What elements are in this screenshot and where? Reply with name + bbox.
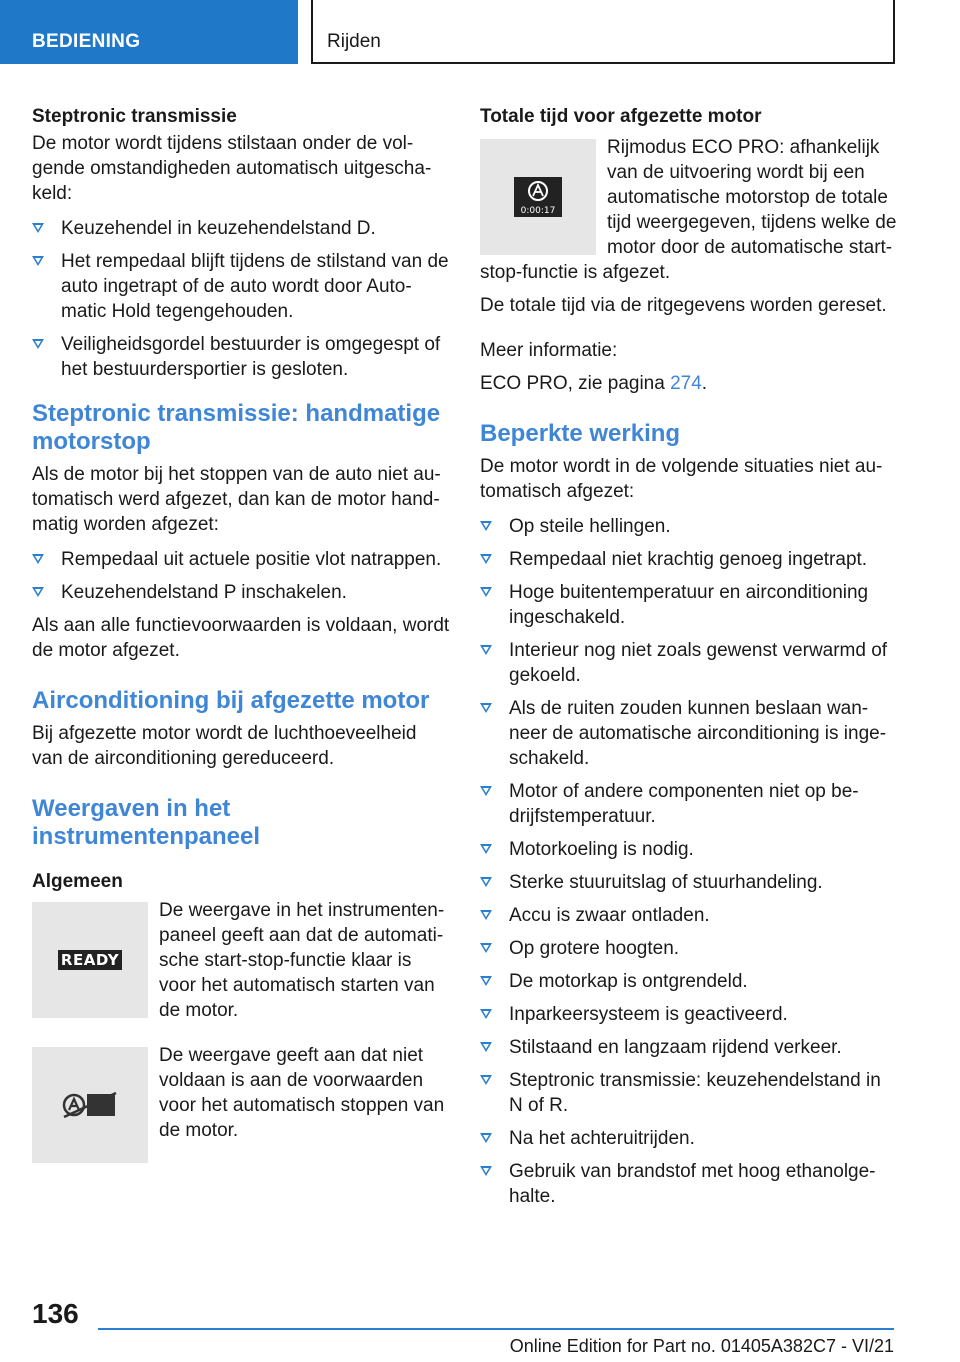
aircon-text: Bij afgezette motor wordt de luchthoeveelheid van de airconditioning gereduceerd. [32,723,417,769]
list-item-text: Accu is zwaar ontladen. [509,905,710,926]
timer-display-image [480,139,596,255]
list-item-text: Keuzehendelstand P inschakelen. [61,582,347,603]
start-stop-off-image [32,1047,148,1163]
list-item [480,969,898,994]
list-item-text: Sterke stuuruitslag of stuurhandeling. [509,872,823,893]
triangle-bullet-icon [480,910,492,920]
list-item [480,936,898,961]
ready-icon: READY [58,950,122,970]
triangle-bullet-icon [32,256,44,266]
start-stop-off-icon [62,1091,118,1119]
list-item [480,903,898,928]
list-item [32,216,450,241]
list-item-text: Hoge buitentemperatuur en airconditioning ingeschakeld. [509,582,869,628]
list-item [480,1126,898,1151]
triangle-bullet-icon [480,1166,492,1176]
footer-divider [98,1328,894,1330]
chapter-tab [311,0,895,64]
list-item [480,1002,898,1027]
section-label: BEDIENING [32,31,141,52]
section-tab [0,0,298,64]
list-item [32,332,450,382]
list-item [480,547,898,572]
triangle-bullet-icon [480,1009,492,1019]
list-item [480,870,898,895]
list-item-text: Rempedaal niet krachtig genoeg ingetrapt. [509,549,868,570]
list-item-text: Als de ruiten zouden kunnen beslaan wan-neer de automatische airconditioning is inge-schakeld. [509,698,887,769]
chapter-label: Rijden [327,31,381,52]
eco-pro-reference [480,371,898,396]
steptronic-intro: De motor wordt tijdens stilstaan onder de vol-gende omstandigheden automatisch uitgescha-keld: [32,133,432,204]
triangle-bullet-icon [480,554,492,564]
triangle-bullet-icon [32,554,44,564]
total-time-description: Rijmodus ECO PRO: afhankelijk van de uitvoering wordt bij een automatische motorstop de totale tijd weergegeven, tijdens welke de motor door de automatische start-stop-functie is afgezet. [480,137,897,283]
list-item-text: Na het achteruitrijden. [509,1128,695,1149]
reset-description: De totale tijd via de ritgegevens worden gereset. [480,295,887,316]
list-item-text: Op grotere hoogten. [509,938,680,959]
timer-value: 0:00:17 [520,206,556,216]
list-item [32,547,450,572]
list-item [480,1159,898,1209]
aircon-title: Airconditioning bij afgezette motor [32,687,430,714]
manual-stop-intro: Als de motor bij het stoppen van de auto niet au-tomatisch werd afgezet, dan kan de motor hand-matig worden afgezet: [32,464,441,535]
list-item-text: Inparkeersysteem is geactiveerd. [509,1004,788,1025]
list-item-text: Motor of andere componenten niet op be-drijfstemperatuur. [509,781,859,827]
auto-stop-timer-icon [514,177,562,217]
limited-operation-title: Beperkte werking [480,420,681,447]
eco-pro-ref-suffix: . [701,373,708,394]
list-item-text: Keuzehendel in keuzehendelstand D. [61,218,376,239]
triangle-bullet-icon [480,1042,492,1052]
triangle-bullet-icon [480,521,492,531]
list-item [480,514,898,539]
notready-description: De weergave geeft aan dat niet voldaan is aan de voorwaarden voor het automatisch stoppen van de motor. [159,1045,445,1141]
list-item-text: Het rempedaal blijft tijdens de stilstand van de auto ingetrapt of de auto wordt door Auto-matic Hold tegengehouden. [61,251,449,322]
list-item [480,1035,898,1060]
triangle-bullet-icon [480,587,492,597]
triangle-bullet-icon [32,339,44,349]
right-column [480,104,898,1217]
list-item-text: Gebruik van brandstof met hoog ethanolge-halte. [509,1161,876,1207]
list-item-text: Op steile hellingen. [509,516,671,537]
list-item [480,696,898,771]
triangle-bullet-icon [480,703,492,713]
total-time-subhead: Totale tijd voor afgezette motor [480,106,762,127]
list-item [32,580,450,605]
general-subhead: Algemeen [32,871,123,892]
display-title: Weergaven in het instrumentenpaneel [32,795,261,850]
triangle-bullet-icon [32,587,44,597]
steptronic-subhead: Steptronic transmissie [32,106,237,127]
triangle-bullet-icon [32,223,44,233]
page-274-link[interactable]: 274 [670,373,702,394]
page-number: 136 [32,1298,79,1329]
edition-footer: Online Edition for Part no. 01405A382C7 - VI/21 [509,1336,894,1356]
triangle-bullet-icon [480,1133,492,1143]
triangle-bullet-icon [480,877,492,887]
eco-pro-ref-text: ECO PRO, zie pagina [480,373,671,394]
more-info-label: Meer informatie: [480,340,618,361]
list-item [32,249,450,324]
limited-operation-intro: De motor wordt in de volgende situaties niet au-tomatisch afgezet: [480,456,883,502]
triangle-bullet-icon [480,943,492,953]
triangle-bullet-icon [480,786,492,796]
list-item-text: De motorkap is ontgrendeld. [509,971,748,992]
list-item-text: Rempedaal uit actuele positie vlot natrappen. [61,549,442,570]
list-item-text: Interieur nog niet zoals gewenst verwarmd of gekoeld. [509,640,888,686]
ready-indicator-image [32,902,148,1018]
limited-operation-list [480,514,898,1209]
notready-figure-row [32,1043,450,1163]
manual-stop-list [32,547,450,605]
list-item-text: Stilstaand en langzaam rijdend verkeer. [509,1037,842,1058]
list-item [480,779,898,829]
steptronic-conditions-list [32,216,450,382]
manual-stop-outro: Als aan alle functievoorwaarden is voldaan, wordt de motor afgezet. [32,615,450,661]
left-column [32,104,450,1173]
list-item [480,1068,898,1118]
triangle-bullet-icon [480,1075,492,1085]
triangle-bullet-icon [480,645,492,655]
triangle-bullet-icon [480,844,492,854]
list-item-text: Motorkoeling is nodig. [509,839,694,860]
triangle-bullet-icon [480,976,492,986]
manual-stop-title: Steptronic transmissie: handmatige motorstop [32,400,441,455]
list-item-text: Veiligheidsgordel bestuurder is omgegespt of het bestuurdersportier is gesloten. [61,334,441,380]
list-item-text: Steptronic transmissie: keuzehendelstand in N of R. [509,1070,881,1116]
list-item [480,580,898,630]
list-item [480,638,898,688]
list-item [480,837,898,862]
ready-figure-row [32,898,450,1023]
ready-description: De weergave in het instrumenten-paneel geeft aan dat de automati-sche start-stop-functie klaar is voor het automatisch starten van de motor. [159,900,445,1021]
